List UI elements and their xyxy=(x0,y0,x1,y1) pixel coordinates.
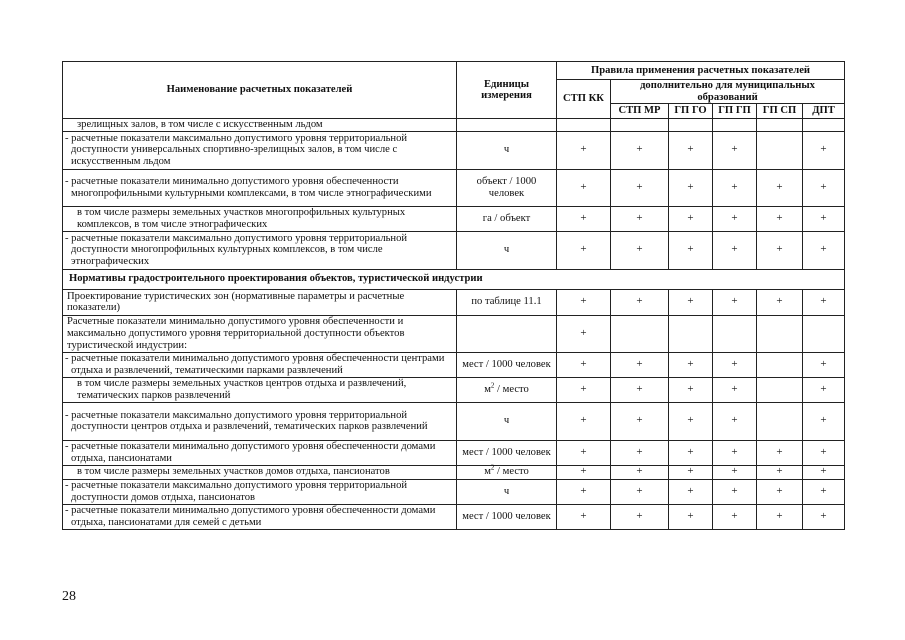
indicator-name: - расчетные показатели максимально допустимого уровня территориальной доступности домов отдыха, пансионатов xyxy=(63,479,457,504)
applicability-mark: + xyxy=(803,402,845,440)
table-row xyxy=(63,440,845,465)
applicability-mark: + xyxy=(803,352,845,377)
applicability-mark: + xyxy=(669,377,713,402)
applicability-mark: + xyxy=(669,465,713,479)
applicability-mark: + xyxy=(611,169,669,206)
table-row xyxy=(63,352,845,377)
applicability-mark: + xyxy=(713,206,757,231)
table-row xyxy=(63,131,845,169)
applicability-mark xyxy=(757,402,803,440)
unit-cell: га / объект xyxy=(457,206,557,231)
applicability-mark: + xyxy=(757,289,803,315)
applicability-mark: + xyxy=(713,231,757,269)
unit-cell xyxy=(457,119,557,132)
applicability-mark: + xyxy=(611,465,669,479)
applicability-mark: + xyxy=(803,231,845,269)
applicability-mark xyxy=(669,119,713,132)
applicability-mark: + xyxy=(757,206,803,231)
applicability-mark: + xyxy=(557,315,611,352)
applicability-mark: + xyxy=(803,504,845,529)
applicability-mark xyxy=(757,352,803,377)
unit-cell: мест / 1000 человек xyxy=(457,504,557,529)
applicability-mark: + xyxy=(669,440,713,465)
applicability-mark: + xyxy=(803,206,845,231)
applicability-mark: + xyxy=(757,504,803,529)
applicability-mark: + xyxy=(713,377,757,402)
applicability-mark: + xyxy=(611,131,669,169)
indicator-name: - расчетные показатели минимально допустимого уровня обеспеченности домами отдыха, пансионатами xyxy=(63,440,457,465)
header-municipal: дополнительно для муниципальных образований xyxy=(611,80,845,104)
applicability-mark: + xyxy=(669,289,713,315)
applicability-mark xyxy=(757,131,803,169)
header-sub-3: ГП СП xyxy=(757,104,803,119)
applicability-mark: + xyxy=(803,377,845,402)
unit-cell xyxy=(457,315,557,352)
applicability-mark: + xyxy=(713,352,757,377)
applicability-mark xyxy=(611,119,669,132)
header-sub-1: ГП ГО xyxy=(669,104,713,119)
unit-cell: ч xyxy=(457,402,557,440)
applicability-mark: + xyxy=(611,440,669,465)
header-sub-0: СТП МР xyxy=(611,104,669,119)
table-row xyxy=(63,315,845,352)
applicability-mark: + xyxy=(557,479,611,504)
table-row xyxy=(63,377,845,402)
applicability-mark: + xyxy=(803,465,845,479)
applicability-mark: + xyxy=(669,402,713,440)
applicability-mark: + xyxy=(803,131,845,169)
applicability-mark: + xyxy=(611,402,669,440)
applicability-mark xyxy=(557,119,611,132)
applicability-mark: + xyxy=(669,479,713,504)
applicability-mark: + xyxy=(669,504,713,529)
table-row xyxy=(63,119,845,132)
indicator-name: - расчетные показатели максимально допустимого уровня территориальной доступности центров отдыха и развлечений, тематических парков развлечений xyxy=(63,402,457,440)
applicability-mark: + xyxy=(557,465,611,479)
applicability-mark: + xyxy=(611,352,669,377)
indicator-name: зрелищных залов, в том числе с искусственным льдом xyxy=(63,119,457,132)
header-units: Единицы измерения xyxy=(457,62,557,119)
applicability-mark: + xyxy=(557,169,611,206)
applicability-mark xyxy=(757,315,803,352)
unit-cell: объект / 1000 человек xyxy=(457,169,557,206)
table-row xyxy=(63,169,845,206)
applicability-mark: + xyxy=(611,231,669,269)
applicability-mark: + xyxy=(669,169,713,206)
applicability-mark xyxy=(803,315,845,352)
unit-cell xyxy=(457,377,557,402)
unit-cell: ч xyxy=(457,131,557,169)
applicability-mark: + xyxy=(669,352,713,377)
table-row xyxy=(63,231,845,269)
applicability-mark: + xyxy=(669,131,713,169)
table-row xyxy=(63,289,845,315)
applicability-mark: + xyxy=(557,504,611,529)
applicability-mark: + xyxy=(557,402,611,440)
section-title: Нормативы градостроительного проектирования объектов, туристической индустрии xyxy=(63,269,845,289)
applicability-mark: + xyxy=(557,206,611,231)
applicability-mark: + xyxy=(669,206,713,231)
indicator-name: Проектирование туристических зон (нормативные параметры и расчетные показатели) xyxy=(63,289,457,315)
unit-main: м xyxy=(484,466,491,478)
unit-main: м xyxy=(484,383,491,395)
indicator-name: в том числе размеры земельных участков домов отдыха, пансионатов xyxy=(63,465,457,479)
applicability-mark: + xyxy=(757,169,803,206)
header-sub-2: ГП ГП xyxy=(713,104,757,119)
applicability-mark xyxy=(611,315,669,352)
applicability-mark xyxy=(713,315,757,352)
unit-cell xyxy=(457,465,557,479)
applicability-mark: + xyxy=(757,440,803,465)
unit-cell: мест / 1000 человек xyxy=(457,440,557,465)
applicability-mark: + xyxy=(611,377,669,402)
applicability-mark: + xyxy=(713,440,757,465)
header-row-1 xyxy=(63,62,845,80)
section-row xyxy=(63,269,845,289)
applicability-mark: + xyxy=(713,402,757,440)
applicability-mark: + xyxy=(713,465,757,479)
applicability-mark: + xyxy=(611,289,669,315)
indicator-name: - расчетные показатели минимально допустимого уровня обеспеченности домами отдыха, пансионатами для семей с детьми xyxy=(63,504,457,529)
applicability-mark xyxy=(757,119,803,132)
applicability-mark: + xyxy=(803,169,845,206)
applicability-mark: + xyxy=(757,231,803,269)
applicability-mark: + xyxy=(557,440,611,465)
table-row xyxy=(63,206,845,231)
applicability-mark: + xyxy=(757,479,803,504)
table-row xyxy=(63,504,845,529)
table-row xyxy=(63,479,845,504)
header-stp-kk: СТП КК xyxy=(557,80,611,119)
table-row xyxy=(63,402,845,440)
indicator-name: в том числе размеры земельных участков многопрофильных культурных комплексов, в том числе этнографических xyxy=(63,206,457,231)
applicability-mark: + xyxy=(557,231,611,269)
unit-rest: / место xyxy=(494,383,529,395)
header-sub-4: ДПТ xyxy=(803,104,845,119)
header-rules: Правила применения расчетных показателей xyxy=(557,62,845,80)
indicator-name: в том числе размеры земельных участков центров отдыха и развлечений, тематических парков развлечений xyxy=(63,377,457,402)
applicability-mark: + xyxy=(713,289,757,315)
applicability-mark: + xyxy=(611,479,669,504)
applicability-mark xyxy=(669,315,713,352)
unit-cell: мест / 1000 человек xyxy=(457,352,557,377)
unit-superscript: 2 xyxy=(490,463,495,472)
applicability-mark: + xyxy=(611,206,669,231)
applicability-mark: + xyxy=(713,131,757,169)
applicability-mark xyxy=(803,119,845,132)
unit-cell: ч xyxy=(457,479,557,504)
applicability-mark: + xyxy=(669,231,713,269)
indicator-name: - расчетные показатели минимально допустимого уровня обеспеченности центрами отдыха и развлечений, тематическими парками развлечений xyxy=(63,352,457,377)
unit-cell: по таблице 11.1 xyxy=(457,289,557,315)
page-number: 28 xyxy=(62,589,76,604)
indicator-name: - расчетные показатели минимально допустимого уровня обеспеченности многопрофильными культурными комплексами, в том числе этнографическими xyxy=(63,169,457,206)
applicability-mark xyxy=(757,377,803,402)
applicability-mark: + xyxy=(713,504,757,529)
unit-cell: ч xyxy=(457,231,557,269)
applicability-mark: + xyxy=(713,169,757,206)
applicability-mark: + xyxy=(557,377,611,402)
applicability-mark: + xyxy=(803,440,845,465)
applicability-mark: + xyxy=(803,479,845,504)
unit-superscript: 2 xyxy=(490,381,495,390)
unit-rest: / место xyxy=(494,466,529,478)
indicator-name: Расчетные показатели минимально допустимого уровня обеспеченности и максимально допустимого уровня территориальной доступности объектов туристической индустрии: xyxy=(63,315,457,352)
applicability-mark: + xyxy=(757,465,803,479)
applicability-mark: + xyxy=(557,352,611,377)
applicability-mark: + xyxy=(611,504,669,529)
applicability-mark: + xyxy=(557,289,611,315)
indicator-name: - расчетные показатели максимально допустимого уровня территориальной доступности универсальных спортивно-зрелищных залов, в том числе с искусственным льдом xyxy=(63,131,457,169)
applicability-mark xyxy=(713,119,757,132)
header-name: Наименование расчетных показателей xyxy=(63,62,457,119)
applicability-mark: + xyxy=(803,289,845,315)
indicator-name: - расчетные показатели максимально допустимого уровня территориальной доступности многопрофильных культурных комплексов, в том числе этнографических xyxy=(63,231,457,269)
applicability-mark: + xyxy=(557,131,611,169)
applicability-mark: + xyxy=(713,479,757,504)
table-row xyxy=(63,465,845,479)
indicators-table xyxy=(62,61,845,530)
